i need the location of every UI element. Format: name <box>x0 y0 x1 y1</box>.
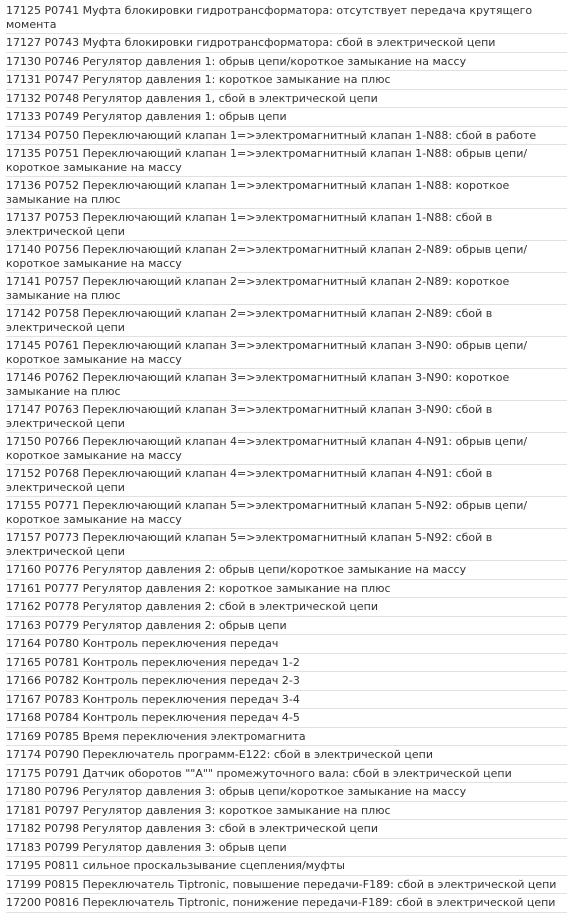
error-code-entry: 17166 P0782 Контроль переключения передач 2-3 <box>6 672 567 691</box>
error-code-entry: 17161 P0777 Регулятор давления 2: короткое замыкание на плюс <box>6 580 567 599</box>
error-code-entry: 17147 P0763 Переключающий клапан 3=>электромагнитный клапан 3-N90: сбой в электрической цепи <box>6 401 567 433</box>
error-code-entry: 17167 P0783 Контроль переключения передач 3-4 <box>6 691 567 710</box>
error-code-entry: 17133 P0749 Регулятор давления 1: обрыв цепи <box>6 108 567 127</box>
error-code-entry: 17182 P0798 Регулятор давления 3: сбой в электрической цепи <box>6 820 567 839</box>
error-code-entry: 17174 P0790 Переключатель программ-E122: сбой в электрической цепи <box>6 746 567 765</box>
error-code-entry: 17150 P0766 Переключающий клапан 4=>электромагнитный клапан 4-N91: обрыв цепи/ короткое замыкание на массу <box>6 433 567 465</box>
error-code-entry: 17131 P0747 Регулятор давления 1: короткое замыкание на плюс <box>6 71 567 90</box>
error-code-entry: 17200 P0816 Переключатель Tiptronic, понижение передачи-F189: сбой в электрической цепи <box>6 894 567 913</box>
error-code-entry: 17127 P0743 Муфта блокировки гидротрансформатора: сбой в электрической цепи <box>6 34 567 53</box>
error-code-entry: 17180 P0796 Регулятор давления 3: обрыв цепи/короткое замыкание на массу <box>6 783 567 802</box>
error-code-entry: 17165 P0781 Контроль переключения передач 1-2 <box>6 654 567 673</box>
error-code-entry: 17136 P0752 Переключающий клапан 1=>электромагнитный клапан 1-N88: короткое замыкание на плюс <box>6 177 567 209</box>
error-code-entry: 17160 P0776 Регулятор давления 2: обрыв цепи/короткое замыкание на массу <box>6 561 567 580</box>
error-code-entry: 17168 P0784 Контроль переключения передач 4-5 <box>6 709 567 728</box>
error-code-entry: 17146 P0762 Переключающий клапан 3=>электромагнитный клапан 3-N90: короткое замыкание на плюс <box>6 369 567 401</box>
error-code-entry: 17134 P0750 Переключающий клапан 1=>электромагнитный клапан 1-N88: сбой в работе <box>6 127 567 146</box>
error-code-entry: 17152 P0768 Переключающий клапан 4=>электромагнитный клапан 4-N91: сбой в электрической цепи <box>6 465 567 497</box>
error-code-entry: 17195 P0811 сильное проскальзывание сцепления/муфты <box>6 857 567 876</box>
error-code-entry: 17175 P0791 Датчик оборотов ""A"" промежуточного вала: сбой в электрической цепи <box>6 765 567 784</box>
error-code-entry: 17140 P0756 Переключающий клапан 2=>электромагнитный клапан 2-N89: обрыв цепи/ короткое замыкание на массу <box>6 241 567 273</box>
error-code-entry: 17130 P0746 Регулятор давления 1: обрыв цепи/короткое замыкание на массу <box>6 53 567 72</box>
error-code-entry: 17155 P0771 Переключающий клапан 5=>электромагнитный клапан 5-N92: обрыв цепи/ короткое замыкание на массу <box>6 497 567 529</box>
error-code-entry: 17169 P0785 Время переключения электромагнита <box>6 728 567 747</box>
error-code-entry: 17141 P0757 Переключающий клапан 2=>электромагнитный клапан 2-N89: короткое замыкание на плюс <box>6 273 567 305</box>
error-code-entry: 17164 P0780 Контроль переключения передач <box>6 635 567 654</box>
error-code-entry: 17181 P0797 Регулятор давления 3: короткое замыкание на плюс <box>6 802 567 821</box>
error-code-entry: 17163 P0779 Регулятор давления 2: обрыв цепи <box>6 617 567 636</box>
error-code-entry: 17183 P0799 Регулятор давления 3: обрыв цепи <box>6 839 567 858</box>
error-code-entry: 17137 P0753 Переключающий клапан 1=>электромагнитный клапан 1-N88: сбой в электрической цепи <box>6 209 567 241</box>
error-code-entry: 17142 P0758 Переключающий клапан 2=>электромагнитный клапан 2-N89: сбой в электрической цепи <box>6 305 567 337</box>
error-code-entry: 17157 P0773 Переключающий клапан 5=>электромагнитный клапан 5-N92: сбой в электрической цепи <box>6 529 567 561</box>
error-code-entry: 17145 P0761 Переключающий клапан 3=>электромагнитный клапан 3-N90: обрыв цепи/ короткое замыкание на массу <box>6 337 567 369</box>
error-code-entry: 17132 P0748 Регулятор давления 1, сбой в электрической цепи <box>6 90 567 109</box>
error-code-entry: 17125 P0741 Муфта блокировки гидротрансформатора: отсутствует передача крутящего момента <box>6 2 567 34</box>
error-code-entry: 17135 P0751 Переключающий клапан 1=>электромагнитный клапан 1-N88: обрыв цепи/ короткое замыкание на массу <box>6 145 567 177</box>
error-code-entry: 17199 P0815 Переключатель Tiptronic, повышение передачи-F189: сбой в электрической цепи <box>6 876 567 895</box>
error-code-entry: 17162 P0778 Регулятор давления 2: сбой в электрической цепи <box>6 598 567 617</box>
